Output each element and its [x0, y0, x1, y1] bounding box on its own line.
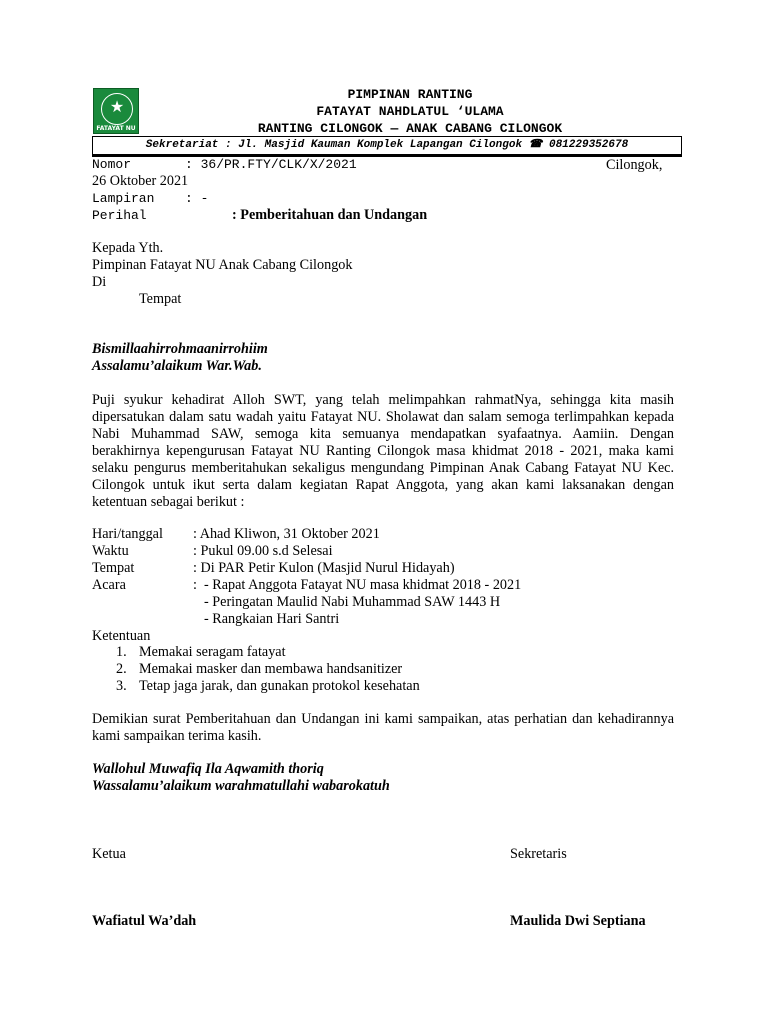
acara-item: - Rangkaian Hari Santri	[204, 611, 340, 627]
rule-text: Tetap jaga jarak, dan gunakan protokol kesehatan	[139, 678, 420, 694]
opening-salam: Assalamu’alaikum War.Wab.	[92, 358, 262, 374]
acara-item: - Rapat Anggota Fatayat NU masa khidmat 2018 - 2021	[204, 577, 522, 593]
rule-number: 3.	[116, 678, 127, 694]
recipient-di: Di	[92, 274, 107, 290]
logo-caption: FATAYAT NU	[96, 125, 136, 132]
signature-right-name: Maulida Dwi Septiana	[510, 913, 646, 929]
recipient-tempat: Tempat	[139, 291, 182, 307]
nomor-label: Nomor	[92, 157, 132, 172]
letterhead-line-2: FATAYAT NAHDLATUL ‘ULAMA	[316, 104, 504, 119]
perihal-value: : Pemberitahuan dan Undangan	[232, 207, 428, 223]
rule-text: Memakai seragam fatayat	[139, 644, 286, 660]
waktu-value: : Pukul 09.00 s.d Selesai	[193, 543, 333, 559]
waktu-label: Waktu	[92, 543, 129, 559]
signature-left-name: Wafiatul Wa’dah	[92, 913, 197, 929]
acara-colon: :	[193, 577, 197, 593]
letter-place: Cilongok,	[606, 157, 663, 173]
tempat-value: : Di PAR Petir Kulon (Masjid Nurul Hidayah)	[193, 560, 455, 576]
logo-emblem	[101, 93, 133, 125]
hari-value: : Ahad Kliwon, 31 Oktober 2021	[193, 526, 380, 542]
perihal-label: Perihal	[92, 208, 147, 223]
signature-right-title: Sekretaris	[510, 846, 567, 862]
rule-number: 1.	[116, 644, 127, 660]
body-paragraph: Puji syukur kehadirat Alloh SWT, yang telah melimpahkan rahmatNya, sehingga kita masih dipersatukan dalam satu wadah yaitu Fatayat NU. Sholawat dan salam semoga terlimpahkan kepada Nabi Muhammad SAW, semoga kita semuanya mendapatkan syafaatnya. Aamiin. Dengan berakhirnya kepengurusan Fatayat NU Ranting Cilongok masa khidmat 2018 - 2021, maka kami selaku pengurus memberitahukan sekaligus mengundang Pimpinan Anak Cabang Fatayat NU Kec. Cilongok untuk ikut serta dalam kegiatan Rapat Anggota, yang akan kami laksanakan dengan ketentuan sebagai berikut :	[92, 392, 674, 510]
lampiran-value: : -	[185, 191, 209, 206]
fatayat-nu-logo	[93, 88, 139, 134]
recipient-greeting: Kepada Yth.	[92, 240, 164, 256]
acara-item: - Peringatan Maulid Nabi Muhammad SAW 1443 H	[204, 594, 501, 610]
rules-title: Ketentuan	[92, 628, 151, 644]
rule-text: Memakai masker dan membawa handsanitizer	[139, 661, 403, 677]
signature-left-title: Ketua	[92, 846, 126, 862]
basmalah: Bismillaahirrohmaanirrohiim	[92, 341, 268, 357]
secretariat-address: Sekretariat : Jl. Masjid Kauman Komplek Lapangan Cilongok ☎ 081229352678	[92, 136, 682, 157]
letterhead-line-3: RANTING CILONGOK — ANAK CABANG CILONGOK	[257, 121, 563, 136]
letter-date: 26 Oktober 2021	[92, 173, 189, 189]
letterhead-line-1: PIMPINAN RANTING	[347, 87, 473, 102]
acara-label: Acara	[92, 577, 126, 593]
lampiran-label: Lampiran	[92, 191, 155, 206]
star-icon: ★	[109, 97, 125, 116]
recipient-name: Pimpinan Fatayat NU Anak Cabang Cilongok	[92, 257, 353, 273]
rule-number: 2.	[116, 661, 127, 677]
tempat-label: Tempat	[92, 560, 135, 576]
closing-salam: Wassalamu’alaikum warahmatullahi wabarokatuh	[92, 778, 390, 794]
closing-paragraph: Demikian surat Pemberitahuan dan Undangan ini kami sampaikan, atas perhatian dan kehadirannya kami sampaikan terima kasih.	[92, 711, 674, 744]
hari-label: Hari/tanggal	[92, 526, 163, 542]
closing-doa: Wallohul Muwafiq Ila Aqwamith thoriq	[92, 761, 324, 777]
nomor-value: : 36/PR.FTY/CLK/X/2021	[185, 157, 357, 172]
